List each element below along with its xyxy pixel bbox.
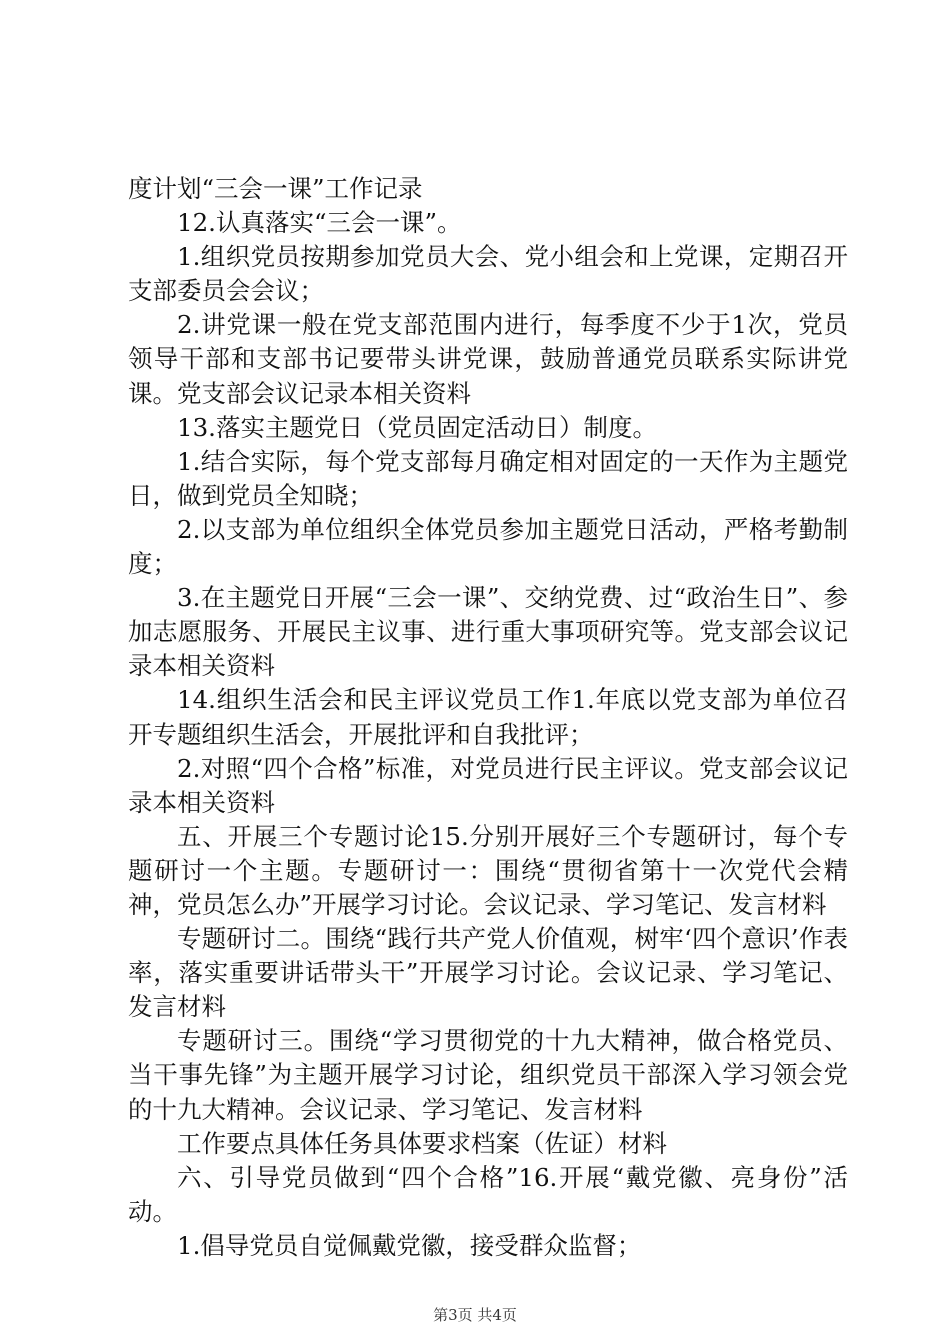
paragraph: 1.倡导党员自觉佩戴党徽，接受群众监督； [177, 1230, 642, 1260]
paragraph: 2.对照“四个合格”标准，对党员进行民主评议。党支部会议记录本相关资料 [128, 753, 848, 817]
paragraph: 2.讲党课一般在党支部范围内进行，每季度不少于1次，党员领导干部和支部书记要带头讲党课，鼓励普通党员联系实际讲党课。党支部会议记录本相关资料 [128, 310, 848, 408]
paragraph: 3.在主题党日开展“三会一课”、交纳党费、过“政治生日”、参加志愿服务、开展民主议事、进行重大事项研究等。党支部会议记录本相关资料 [128, 583, 848, 681]
page-number-label: 第3页 共4页 [433, 1306, 517, 1324]
paragraph: 度计划“三会一课”工作记录 [128, 174, 423, 203]
paragraph: 专题研讨二。围绕“践行共产党人价值观，树牢‘四个意识’作表率，落实重要讲话带头干”开展学习讨论。会议记录、学习笔记、发言材料 [128, 924, 848, 1022]
paragraph: 1.组织党员按期参加党员大会、党小组会和上党课，定期召开支部委员会会议； [128, 242, 848, 306]
paragraph: 五、开展三个专题讨论15.分别开展好三个专题研讨，每个专题研讨一个主题。专题研讨一：围绕“贯彻省第十一次党代会精神，党员怎么办”开展学习讨论。会议记录、学习笔记、发言材料 [128, 821, 848, 919]
page-footer [0, 1304, 950, 1325]
document-body [128, 172, 848, 1263]
paragraph: 工作要点具体任务具体要求档案（佐证）材料 [177, 1128, 667, 1158]
paragraph: 2.以支部为单位组织全体党员参加主题党日活动，严格考勤制度； [128, 514, 848, 579]
paragraph: 14.组织生活会和民主评议党员工作1.年底以党支部为单位召开专题组织生活会，开展批评和自我批评； [128, 685, 848, 749]
paragraph: 六、引导党员做到“四个合格”16.开展“戴党徽、亮身份”活动。 [128, 1162, 848, 1226]
paragraph: 专题研讨三。围绕“学习贯彻党的十九大精神，做合格党员、当干事先锋”为主题开展学习讨论，组织党员干部深入学习领会党的十九大精神。会议记录、学习笔记、发言材料 [128, 1026, 848, 1124]
paragraph: 13.落实主题党日（党员固定活动日）制度。 [177, 412, 657, 442]
paragraph: 1.结合实际，每个党支部每月确定相对固定的一天作为主题党日，做到党员全知晓； [128, 446, 848, 510]
paragraph: 12.认真落实“三会一课”。 [177, 208, 462, 238]
